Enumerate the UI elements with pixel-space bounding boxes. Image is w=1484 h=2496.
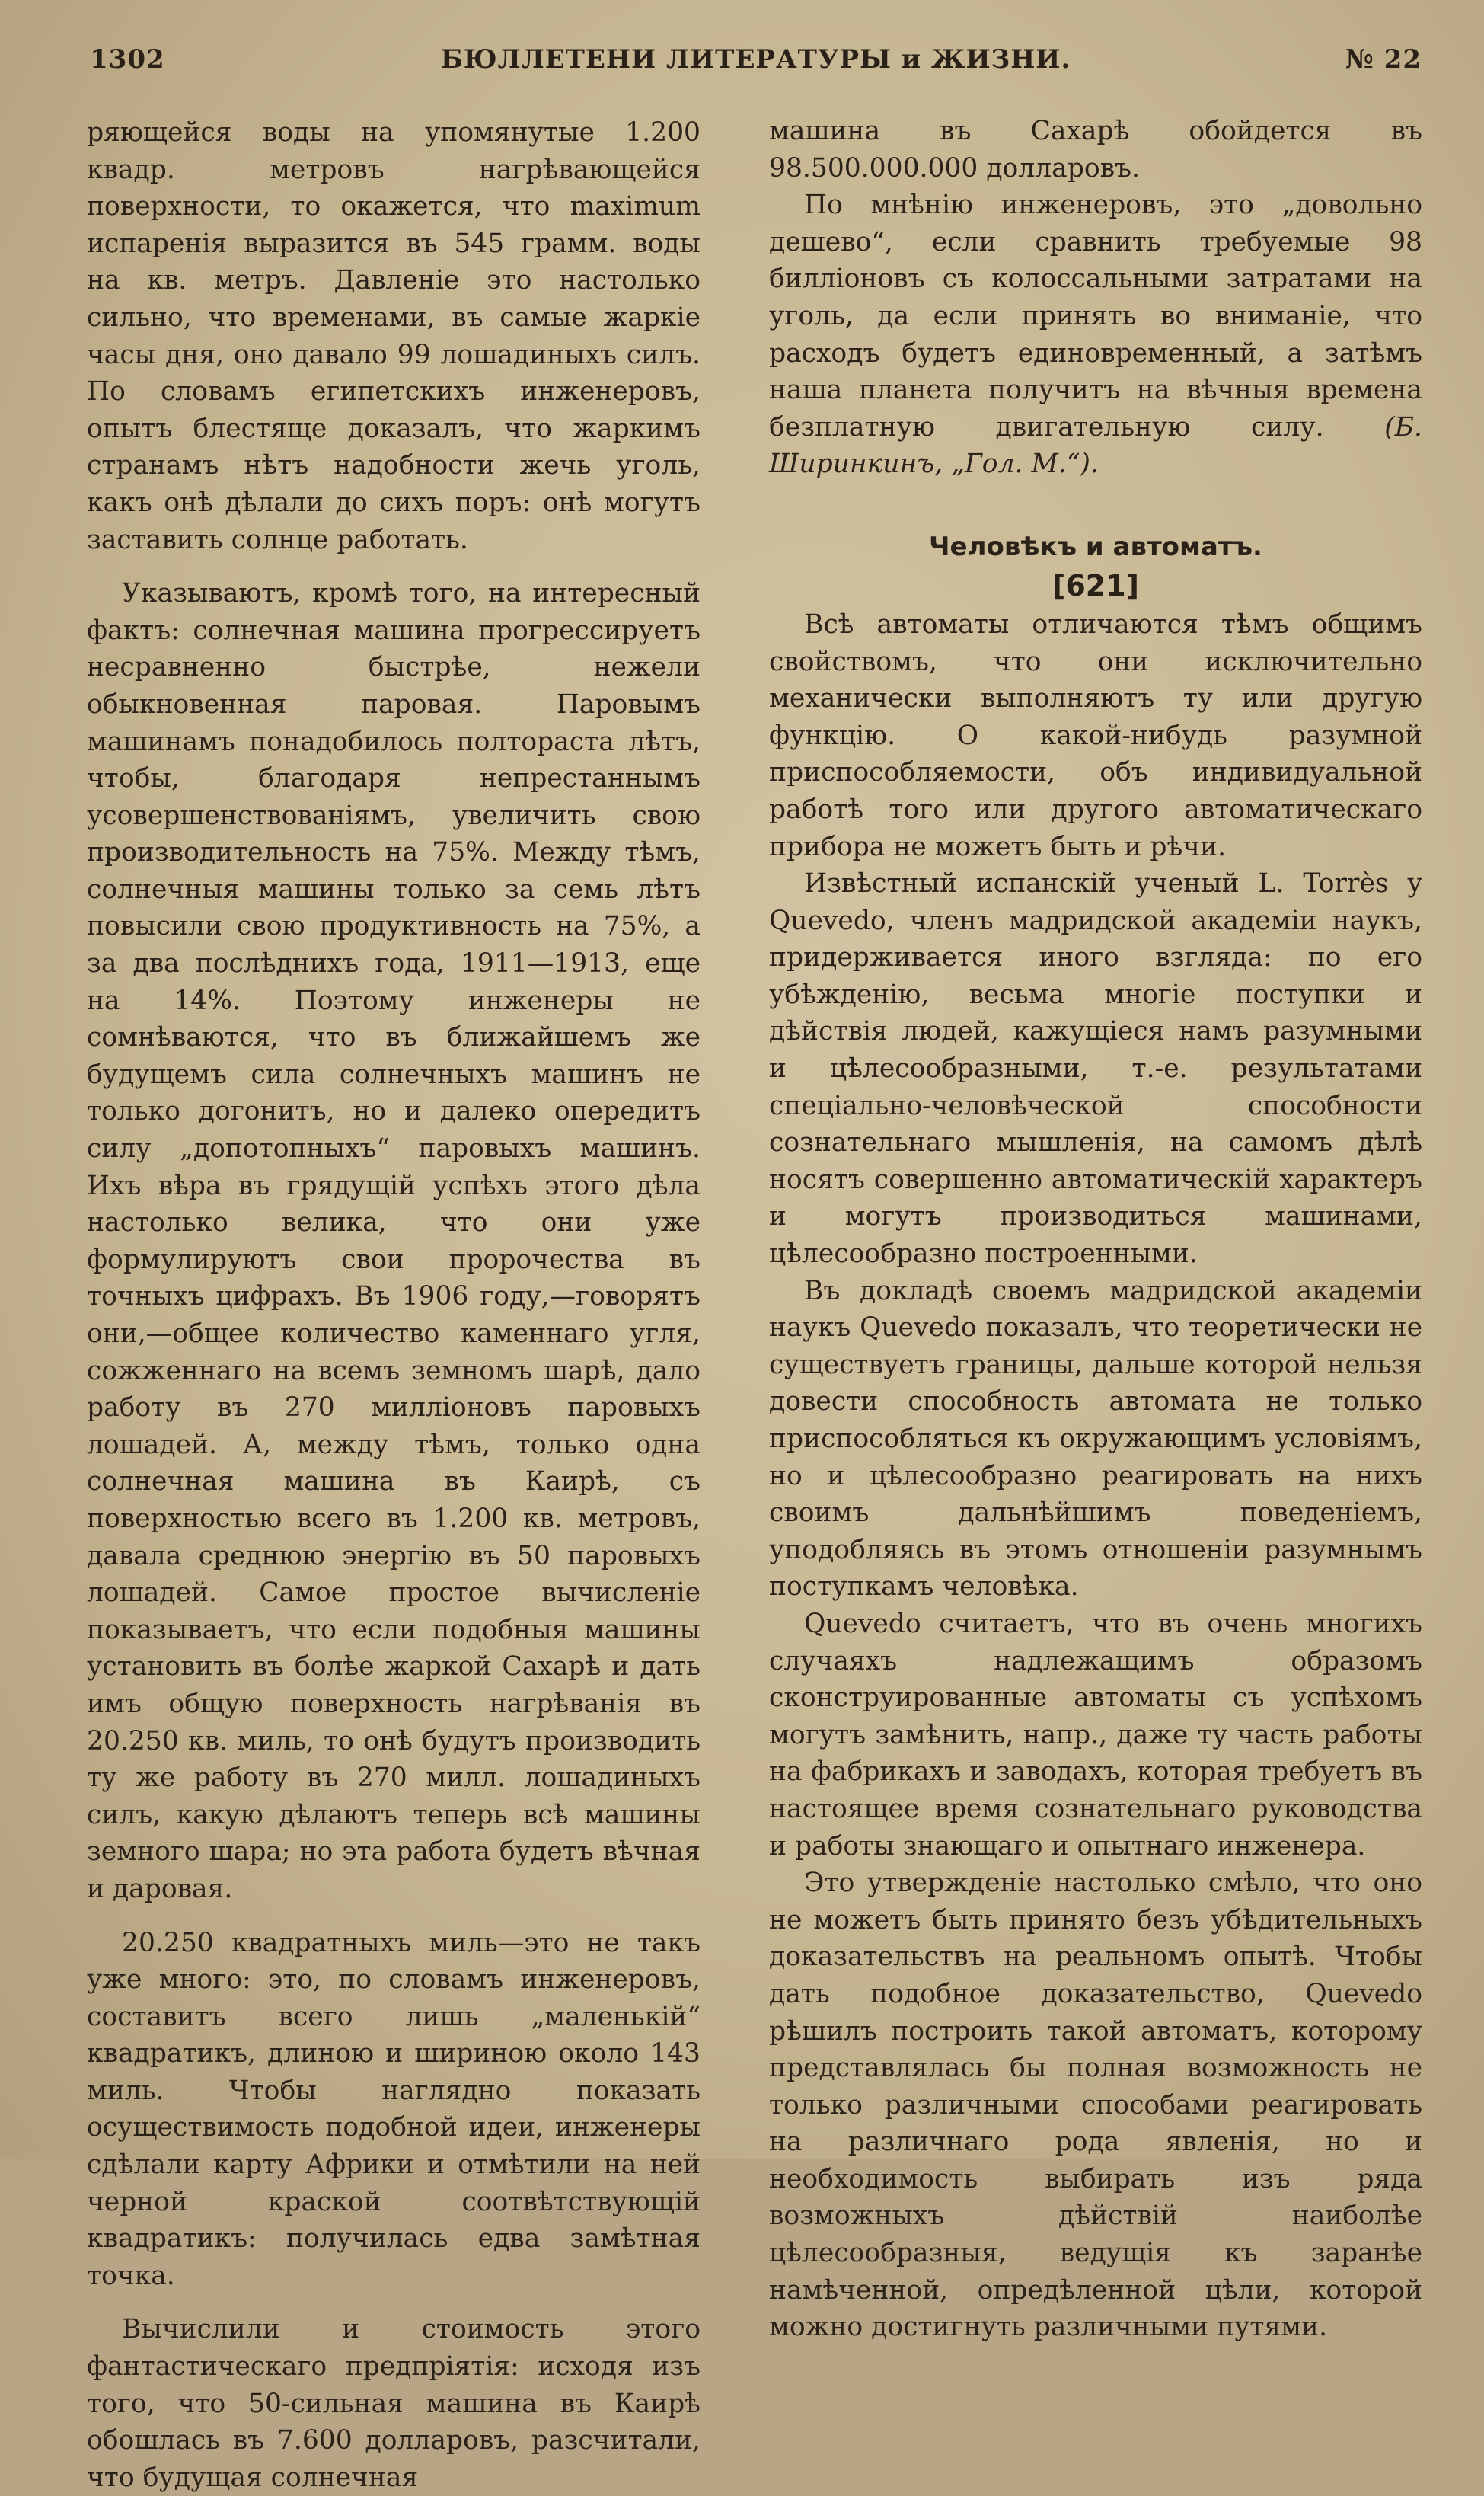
paragraph: Вычислили и стоимость этого фантастическаго предпріятія: исходя изъ того, что 50-сильная машина въ Каирѣ обошлась въ 7.600 долларовъ, разсчитали, что будущая солнечная [87, 2314, 701, 2493]
right-column [769, 113, 1422, 2346]
paragraph: Quevedo считаетъ, что въ очень многихъ случаяхъ надлежащимъ образомъ сконструированные автоматы съ успѣхомъ могутъ замѣнить, напр., даже ту часть работы на фабрикахъ и заводахъ, которая требуетъ въ настоящее время сознательнаго руководства и работы знающаго и опытнаго инженера. [769, 1608, 1422, 1862]
paragraph: Указываютъ, кромѣ того, на интересный фактъ: солнечная машина прогрессируетъ несравненно быстрѣе, нежели обыкновенная паровая. Паровымъ машинамъ понадобилось полтораста лѣтъ, чтобы, благодаря непрестаннымъ усовершенствованіямъ, увеличить свою производительность на 75%. Между тѣмъ, солнечныя машины только за семь лѣтъ повысили свою продуктивность на 75%, а за два послѣднихъ года, 1911—1913, еще на 14%. Поэтому инженеры не сомнѣваются, что въ ближайшемъ же будущемъ сила солнечныхъ машинъ не только догонитъ, но и далеко опередитъ силу „допотопныхъ“ паровыхъ машинъ. Ихъ вѣра въ грядущій успѣхъ этого дѣла настолько велика, что они уже формулируютъ свои пророчества въ точныхъ цифрахъ. Въ 1906 году,—говорятъ они,—общее количество каменнаго угля, сожженнаго на всемъ земномъ шарѣ, дало работу въ 270 милліоновъ паровыхъ лошадей. А, между тѣмъ, только одна солнечная машина въ Каирѣ, съ поверхностью всего въ 1.200 кв. метровъ, давала среднюю энергію въ 50 паровыхъ лошадей. Самое простое вычисленіе показываетъ, что если подобныя машины установить въ болѣе жаркой Сахарѣ и дать имъ общую поверхность нагрѣванія въ 20.250 кв. миль, то онѣ будутъ производить ту же работу въ 270 милл. лошадиныхъ силъ, какую дѣлаютъ теперь всѣ машины земного шара; но эта работа будетъ вѣчная и даровая. [87, 578, 701, 1904]
paragraph: Всѣ автоматы отличаются тѣмъ общимъ свойствомъ, что они исключительно механически выполняютъ ту или другую функцію. О какой-нибудь разумной приспособляемости, объ индивидуальной работѣ того или другого автоматическаго прибора не можетъ быть и рѣчи. [769, 609, 1422, 862]
citation: (Б. Ширинкинъ, „Гол. М.“). [769, 411, 1423, 480]
paragraph: ряющейся воды на упомянутые 1.200 квадр. метровъ нагрѣвающейся поверхности, то окажется, что maximum испаренія выразится въ 545 грамм. воды на кв. метръ. Давленіе это настолько сильно, что временами, въ самые жаркіе часы дня, оно давало 99 лошадиныхъ силъ. По словамъ египетскихъ инженеровъ, опытъ блестяще доказалъ, что жаркимъ странамъ нѣтъ надобности жечь уголь, какъ онѣ дѣлали до сихъ поръ: онѣ могутъ заставить солнце работать. [87, 117, 701, 555]
paragraph-cost [769, 187, 1422, 483]
paragraph: Это утвержденіе настолько смѣло, что оно не можетъ быть принято безъ убѣдительныхъ доказательствъ на реальномъ опытѣ. Чтобы дать подобное доказательство, Quevedo рѣшилъ построить такой автоматъ, которому представлялась бы полная возможность не только различными способами реагировать на различнаго рода явленія, но и необходимость выбирать изъ ряда возможныхъ дѣйствій наиболѣе цѣлесообразныя, ведущія къ заранѣе намѣченной, опредѣленной цѣли, которой можно достигнуть различными путями. [769, 1868, 1422, 2343]
paragraph: Въ докладѣ своемъ мадридской академіи наукъ Quevedo показалъ, что теоретически не существуетъ границы, дальше которой нельзя довести способность автомата не только приспособляться къ окружающимъ условіямъ, но и цѣлесообразно реагировать на нихъ своимъ дальнѣйшимъ поведеніемъ, уподобляясь въ этомъ отношеніи разумнымъ поступкамъ человѣка. [769, 1275, 1422, 1603]
left-column [87, 114, 701, 2496]
article-number: [621] [1052, 568, 1140, 602]
issue-number: № 22 [1345, 44, 1422, 75]
journal-title: БЮЛЛЕТЕНИ ЛИТЕРАТУРЫ и ЖИЗНИ. [440, 44, 1071, 75]
paragraph-continuation: машина въ Сахарѣ обойдется въ 98.500.000.000 долларовъ. [769, 116, 1422, 184]
paragraph: Извѣстный испанскій ученый L. Torrès y Quevedo, членъ мадридской академіи наукъ, придерживается иного взгляда: по его убѣжденію, весьма многіе поступки и дѣйствія людей, кажущіеся намъ разумными и цѣлесообразными, т.-е. результатами спеціально-человѣческой способности сознательнаго мышленія, на самомъ дѣлѣ носятъ совершенно автоматическій характеръ и могутъ производиться машинами, цѣлесообразно построенными. [769, 868, 1422, 1270]
page-number: 1302 [90, 44, 165, 75]
paragraph-cost-text: По мнѣнію инженеровъ, это „довольно дешево“, если сравнить требуемые 98 билліоновъ съ колоссальными затратами на уголь, да если принять во вниманіе, что расходъ будетъ единовременный, а затѣмъ наша планета получитъ на вѣчныя времена безплатную двигательную силу. [769, 190, 1422, 443]
running-head [90, 40, 1422, 85]
article-title: Человѣкъ и автоматъ. [929, 531, 1262, 562]
paragraph: 20.250 квадратныхъ миль—это не такъ уже много: это, по словамъ инженеровъ, составитъ всего лишь „маленькій“ квадратикъ, длиною и шириною около 143 миль. Чтобы наглядно показать осуществимость подобной идеи, инженеры сдѣлали карту Африки и отмѣтили на ней черной краской соотвѣтствующій квадратикъ: получилась едва замѣтная точка. [87, 1927, 701, 2291]
